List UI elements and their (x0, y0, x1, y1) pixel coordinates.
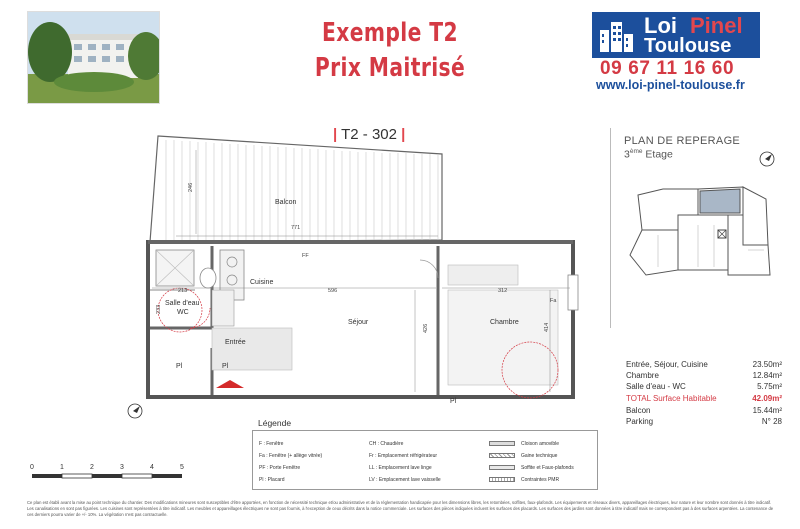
surface-label: Parking (626, 416, 654, 426)
legend-title: Légende (258, 418, 292, 428)
logo-word-pinel: Pinel (690, 13, 743, 38)
surface-label: Entrée, Séjour, Cuisine (626, 360, 708, 369)
lot-number: T2 - 302 (341, 126, 397, 143)
surface-value: N° 28 (761, 416, 782, 426)
surface-value: 12.84m² (752, 371, 782, 381)
surface-value: 23.50m² (752, 360, 782, 369)
legend-item: F : Fenêtre (259, 441, 284, 447)
room-cuisine: Cuisine (250, 279, 274, 286)
room-placard-3: Pl (450, 398, 457, 405)
legend-item: LL : Emplacement lave linge (369, 465, 432, 471)
surface-row (626, 417, 782, 428)
legend-item: Fr : Emplacement réfrigérateur (369, 453, 438, 459)
swatch-soffite (489, 465, 515, 470)
room-placard-1: Pl (176, 363, 183, 370)
floor-number: 3 (624, 148, 630, 161)
room-salle-eau: Salle d'eau (165, 300, 200, 307)
floor-word: Etage (645, 148, 673, 161)
reperage-floor (624, 148, 673, 161)
surface-label: Balcon (626, 405, 651, 415)
surface-total-row (626, 394, 782, 405)
dim-414: 414 (544, 322, 550, 332)
logo-word-loi: Loi (644, 13, 677, 38)
swatch-gaine (489, 453, 515, 458)
surface-value: 15.44m² (752, 405, 782, 415)
surface-value: 5.75m² (757, 382, 782, 392)
room-entree: Entrée (225, 339, 246, 346)
toilet (200, 268, 216, 288)
dim-426: 426 (423, 323, 429, 333)
dim-312: 312 (498, 288, 508, 294)
phone-number[interactable]: 09 67 11 16 60 (600, 58, 735, 79)
loi-pinel-logo[interactable] (592, 12, 760, 58)
logo-word-toulouse: Toulouse (644, 35, 732, 57)
page-subtitle: Prix Maitrisé (314, 53, 466, 83)
label-fa: Fa (550, 298, 557, 304)
building-photo (27, 11, 160, 104)
reperage-divider (610, 128, 611, 328)
surface-total-value: 42.09m² (752, 393, 782, 403)
surface-row (626, 360, 782, 371)
legend-box (252, 430, 598, 490)
chambre-bed-area (448, 290, 558, 385)
scale-label: 2 (90, 464, 94, 471)
legend-item: Pl : Placard (259, 477, 285, 483)
building-key-plan (618, 175, 782, 295)
legend-item: Contraintes PMR (521, 477, 560, 483)
scale-label: 5 (180, 464, 184, 471)
surface-row (626, 371, 782, 382)
dim-596: 596 (328, 288, 338, 294)
surface-total-label: TOTAL Surface Habitable (626, 393, 717, 403)
room-chambre: Chambre (490, 319, 519, 326)
scale-label: 3 (120, 464, 124, 471)
dim-246: 246 (188, 182, 194, 192)
legend-item: LV : Emplacement lave vaisselle (369, 477, 441, 483)
surface-row (626, 406, 782, 417)
surface-row (626, 382, 782, 393)
building-logo-icon (598, 18, 636, 52)
room-wc: WC (177, 309, 189, 316)
surface-label: Chambre (626, 371, 659, 381)
room-sejour: Séjour (348, 319, 369, 326)
scale-label: 4 (150, 464, 154, 471)
swatch-cloison (489, 441, 515, 446)
scale-label: 1 (60, 464, 64, 471)
legend-item: Soffite et Faux-plafonds (521, 465, 574, 471)
entrance-arrow (216, 380, 244, 388)
legend-item: Gaine technique (521, 453, 558, 459)
surface-table (626, 360, 782, 428)
dim-213: 213 (178, 288, 188, 294)
reperage-north-icon (758, 150, 776, 168)
lot-bar-left: | (333, 126, 338, 143)
scale-label: 0 (30, 464, 34, 471)
website-link[interactable]: www.loi-pinel-toulouse.fr (596, 78, 745, 92)
floor-plan (120, 130, 590, 415)
dim-233: 233 (156, 304, 162, 314)
legend-item: CH : Chaudière (369, 441, 404, 447)
reperage-title: PLAN DE REPERAGE (624, 135, 741, 147)
legend (252, 418, 602, 490)
dim-771: 771 (291, 225, 301, 231)
legend-item: Cloison amovible (521, 441, 560, 447)
room-balcon: Balcon (275, 199, 297, 206)
footer-disclaimer: Ce plan est établi avant la mise au point technique du chantier. Des modifications mineures sont susceptibles d'être apportées, en fonction de nécessité technique et/ou administrative et de la réglementation handicapée pour les dimensions libres, les retombées, soffites, faux-plafonds. Les équipements et réseaux divers, appareillages électriques, leur nature et leur nombre sont donnés à titre indicatif. Les canalisations en sont pas figurées. Les cuisines sont représentées à titre indicatif. Les meubles et appareillages électriques ne sont pas fournis, à l'exception de ceux décrits dans la notice commerciale. Les surfaces des pièces indiquées incluent les surfaces des placards. Les surfaces des jardins sont données à titre indicatif mais ne correspondent pas à des surfaces arpentées. La contenance de ces derniers pourra varier de +/- 10%. La végétation n'est pas contractuelle. (27, 500, 774, 518)
north-arrow-icon (126, 402, 144, 420)
highlighted-lot (700, 189, 740, 213)
swatch-pmr (489, 477, 515, 482)
floor-suffix: ème (629, 148, 643, 155)
legend-item: PF : Porte Fenêtre (259, 465, 301, 471)
room-placard-2: Pl (222, 363, 229, 370)
surface-label: Salle d'eau - WC (626, 382, 686, 392)
page-title: Exemple T2 (322, 18, 458, 48)
lot-bar-right: | (401, 126, 406, 143)
legend-item: Fa : Fenêtre (+ allège vitrée) (259, 453, 323, 459)
label-pf: FF (302, 253, 309, 259)
